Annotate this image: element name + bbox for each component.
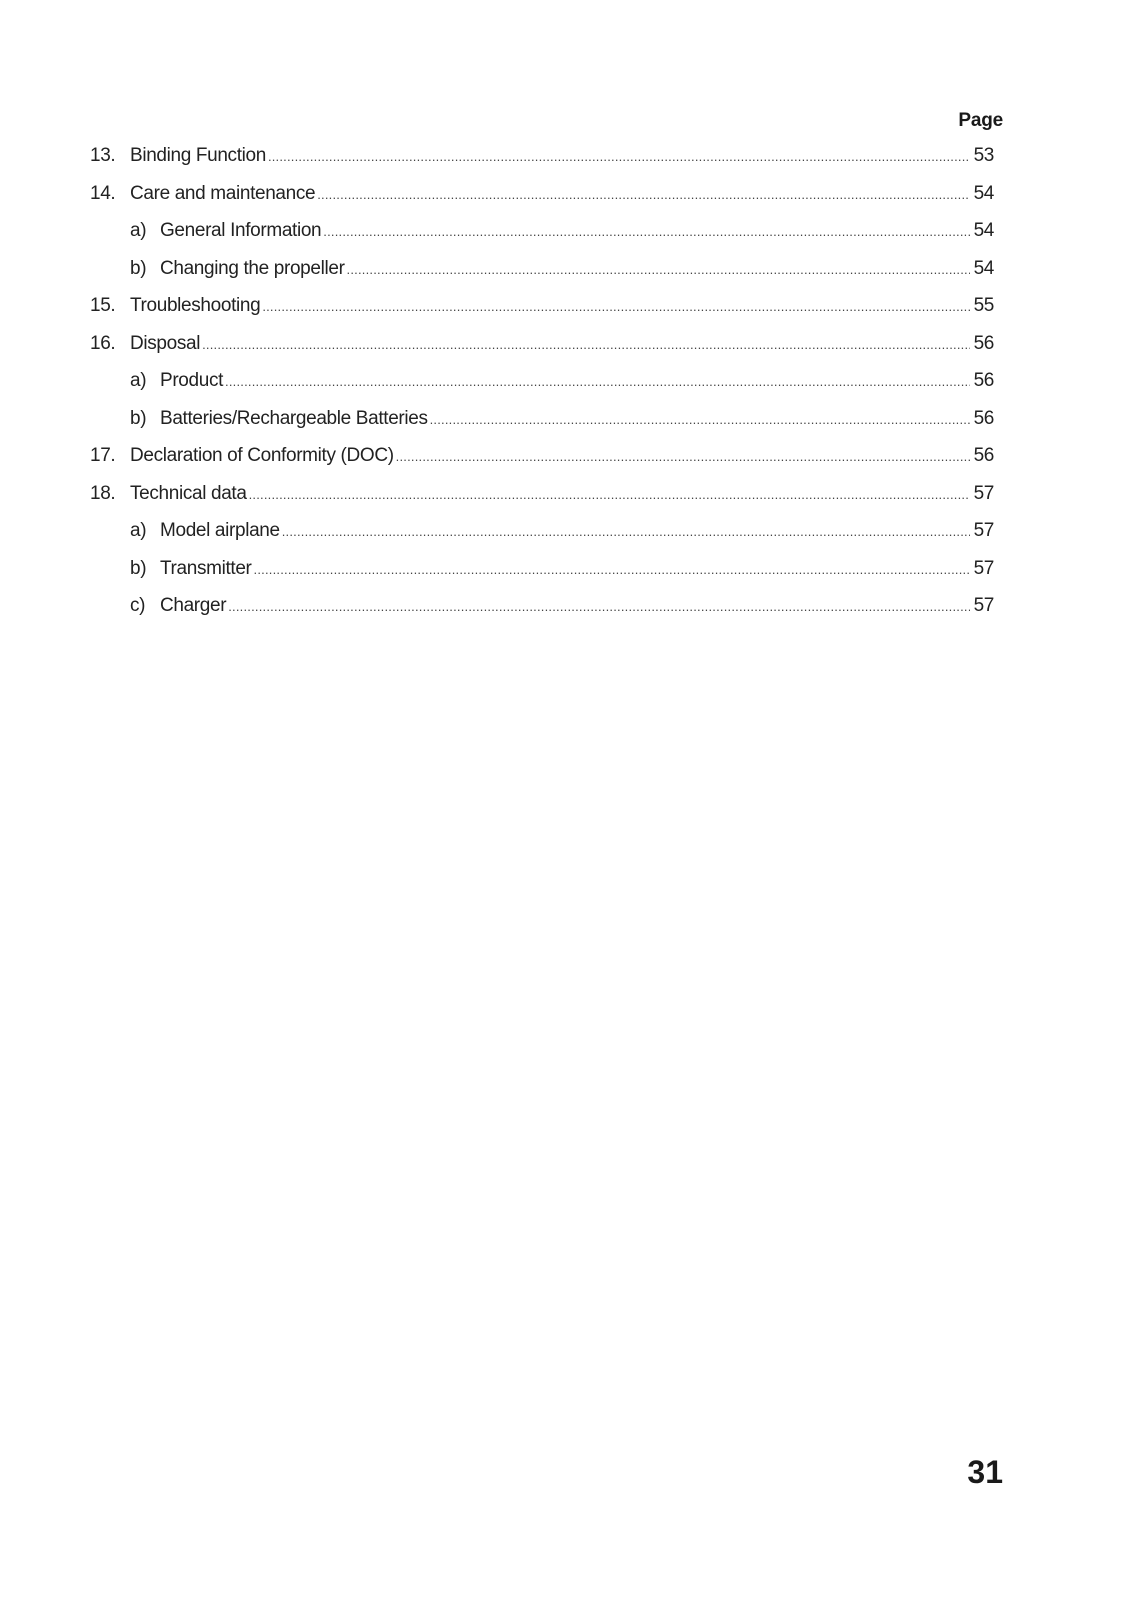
toc-entry-title: Binding Function xyxy=(130,145,266,166)
toc-entry-number: a) xyxy=(130,220,147,241)
toc-dot-leader xyxy=(430,401,970,439)
toc-entry-title: Technical data xyxy=(130,482,247,504)
toc-dot-leader xyxy=(317,176,970,214)
toc-entry-title: Batteries/Rechargeable Batteries xyxy=(160,407,428,429)
toc-dot-leader xyxy=(396,438,970,476)
toc-entry[interactable] xyxy=(90,175,994,213)
toc-entry-number: 16. xyxy=(90,332,116,354)
toc-entry-page: 55 xyxy=(973,295,994,316)
toc-entry-page: 57 xyxy=(973,520,994,541)
toc-entry-page: 57 xyxy=(973,595,994,616)
toc-dot-leader xyxy=(228,588,970,626)
toc-entry-number: b) xyxy=(130,557,147,579)
toc-subentry[interactable] xyxy=(90,362,994,400)
toc-dot-leader xyxy=(262,288,970,326)
toc-entry-title: Charger xyxy=(160,595,227,616)
toc-entry-page: 57 xyxy=(973,482,994,504)
toc-entry-page: 54 xyxy=(973,182,994,204)
toc-entry-number: a) xyxy=(130,520,147,541)
toc-dot-leader xyxy=(202,326,970,364)
toc-subentry[interactable] xyxy=(90,587,994,625)
toc-entry-title: Transmitter xyxy=(160,557,252,579)
toc-entry[interactable] xyxy=(90,137,994,175)
toc-entry-page: 53 xyxy=(973,145,994,166)
toc-entry-number: 14. xyxy=(90,182,116,204)
toc-entry-number: 18. xyxy=(90,482,116,504)
toc-subentry[interactable] xyxy=(90,550,994,588)
toc-subentry[interactable] xyxy=(90,512,994,550)
toc-dot-leader xyxy=(225,363,970,401)
toc-entry-page: 56 xyxy=(973,407,994,429)
table-of-contents xyxy=(90,137,994,625)
toc-entry-number: 13. xyxy=(90,145,116,166)
toc-entry-number: c) xyxy=(130,595,146,616)
toc-entry-page: 56 xyxy=(973,332,994,354)
toc-entry-number: b) xyxy=(130,257,147,279)
page-column-header: Page xyxy=(958,110,1003,131)
toc-entry[interactable] xyxy=(90,325,994,363)
toc-entry-title: Product xyxy=(160,370,224,391)
toc-entry-page: 56 xyxy=(973,445,994,466)
toc-entry-title: Changing the propeller xyxy=(160,257,345,279)
toc-subentry[interactable] xyxy=(90,400,994,438)
toc-entry-page: 56 xyxy=(973,370,994,391)
toc-dot-leader xyxy=(323,213,970,251)
toc-entry[interactable] xyxy=(90,287,994,325)
toc-dot-leader xyxy=(282,513,970,551)
toc-entry-number: 15. xyxy=(90,295,116,316)
toc-entry-number: a) xyxy=(130,370,147,391)
toc-entry-title: Disposal xyxy=(130,332,201,354)
toc-dot-leader xyxy=(249,476,970,514)
toc-dot-leader xyxy=(254,551,970,589)
toc-entry-page: 57 xyxy=(973,557,994,579)
toc-entry-title: Care and maintenance xyxy=(130,182,316,204)
toc-entry-title: Declaration of Conformity (DOC) xyxy=(130,445,394,466)
toc-entry-number: b) xyxy=(130,407,147,429)
toc-entry-page: 54 xyxy=(973,257,994,279)
toc-entry-number: 17. xyxy=(90,445,116,466)
toc-entry[interactable] xyxy=(90,437,994,475)
toc-subentry[interactable] xyxy=(90,250,994,288)
toc-entry-page: 54 xyxy=(973,220,994,241)
toc-dot-leader xyxy=(347,251,970,289)
toc-entry-title: Model airplane xyxy=(160,520,280,541)
page-number: 31 xyxy=(967,1454,1003,1490)
toc-entry-title: General Information xyxy=(160,220,322,241)
toc-dot-leader xyxy=(268,138,970,176)
toc-entry[interactable] xyxy=(90,475,994,513)
toc-subentry[interactable] xyxy=(90,212,994,250)
toc-entry-title: Troubleshooting xyxy=(130,295,261,316)
